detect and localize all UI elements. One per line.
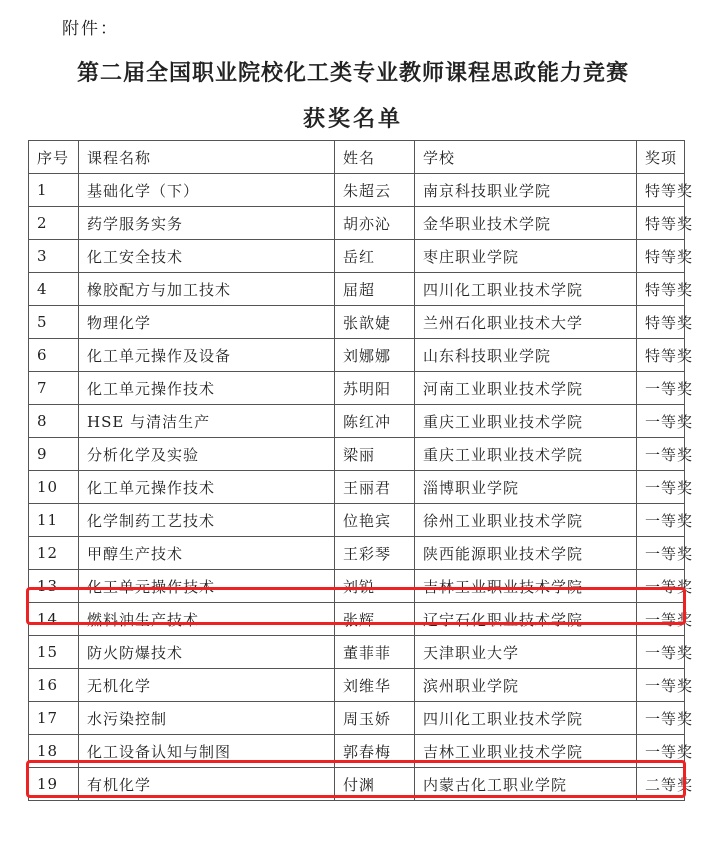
cell-number: 9 xyxy=(29,438,79,471)
cell-award: 特等奖 xyxy=(637,207,685,240)
cell-course-name: 化工单元操作技术 xyxy=(79,372,335,405)
table-header-row xyxy=(29,141,685,174)
cell-award: 一等奖 xyxy=(637,438,685,471)
awards-table xyxy=(28,140,694,801)
cell-course-name: 物理化学 xyxy=(79,306,335,339)
cell-person-name: 朱超云 xyxy=(335,174,415,207)
table-row xyxy=(29,273,685,306)
table-row xyxy=(29,669,685,702)
cell-school: 陕西能源职业技术学院 xyxy=(415,537,637,570)
cell-course-name: HSE 与清洁生产 xyxy=(79,405,335,438)
cell-course-name: 基础化学（下） xyxy=(79,174,335,207)
cell-award: 一等奖 xyxy=(637,504,685,537)
table-row xyxy=(29,372,685,405)
cell-number: 11 xyxy=(29,504,79,537)
cell-school: 徐州工业职业技术学院 xyxy=(415,504,637,537)
cell-award: 特等奖 xyxy=(637,174,685,207)
cell-award: 特等奖 xyxy=(637,240,685,273)
cell-school: 天津职业大学 xyxy=(415,636,637,669)
cell-person-name: 岳红 xyxy=(335,240,415,273)
cell-course-name: 药学服务实务 xyxy=(79,207,335,240)
cell-school: 内蒙古化工职业学院 xyxy=(415,768,637,801)
cell-school: 滨州职业学院 xyxy=(415,669,637,702)
table-row xyxy=(29,702,685,735)
cell-award: 一等奖 xyxy=(637,636,685,669)
cell-number: 2 xyxy=(29,207,79,240)
cell-school: 四川化工职业技术学院 xyxy=(415,273,637,306)
table-row xyxy=(29,735,685,768)
cell-school: 枣庄职业学院 xyxy=(415,240,637,273)
cell-number: 4 xyxy=(29,273,79,306)
cell-number: 3 xyxy=(29,240,79,273)
cell-course-name: 化工安全技术 xyxy=(79,240,335,273)
cell-course-name: 橡胶配方与加工技术 xyxy=(79,273,335,306)
cell-number: 5 xyxy=(29,306,79,339)
cell-number: 13 xyxy=(29,570,79,603)
cell-person-name: 陈红冲 xyxy=(335,405,415,438)
cell-person-name: 刘娜娜 xyxy=(335,339,415,372)
cell-award: 一等奖 xyxy=(637,372,685,405)
cell-school: 兰州石化职业技术大学 xyxy=(415,306,637,339)
table-row xyxy=(29,504,685,537)
cell-school: 淄博职业学院 xyxy=(415,471,637,504)
table-row xyxy=(29,603,685,636)
cell-school: 金华职业技术学院 xyxy=(415,207,637,240)
document-title-line2: 获奖名单 xyxy=(302,106,403,132)
cell-award: 一等奖 xyxy=(637,603,685,636)
cell-number: 17 xyxy=(29,702,79,735)
table-row xyxy=(29,306,685,339)
cell-person-name: 张辉 xyxy=(335,603,415,636)
cell-school: 重庆工业职业技术学院 xyxy=(415,438,637,471)
cell-number: 16 xyxy=(29,669,79,702)
cell-course-name: 化学制药工艺技术 xyxy=(79,504,335,537)
cell-award: 特等奖 xyxy=(637,273,685,306)
table-row xyxy=(29,207,685,240)
table-row xyxy=(29,438,685,471)
cell-award: 二等奖 xyxy=(637,768,685,801)
table-row xyxy=(29,339,685,372)
table-row xyxy=(29,636,685,669)
table-row xyxy=(29,471,685,504)
cell-person-name: 张歆婕 xyxy=(335,306,415,339)
cell-number: 7 xyxy=(29,372,79,405)
document-title-line1: 第二届全国职业院校化工类专业教师课程思政能力竞赛 xyxy=(76,60,629,86)
cell-school: 山东科技职业学院 xyxy=(415,339,637,372)
header-course-name: 课程名称 xyxy=(79,141,335,174)
table-row xyxy=(29,405,685,438)
cell-award: 一等奖 xyxy=(637,570,685,603)
cell-person-name: 郭春梅 xyxy=(335,735,415,768)
header-number: 序号 xyxy=(29,141,79,174)
cell-school: 吉林工业职业技术学院 xyxy=(415,735,637,768)
cell-school: 南京科技职业学院 xyxy=(415,174,637,207)
cell-number: 12 xyxy=(29,537,79,570)
cell-person-name: 刘维华 xyxy=(335,669,415,702)
cell-school: 重庆工业职业技术学院 xyxy=(415,405,637,438)
table-row xyxy=(29,174,685,207)
cell-number: 19 xyxy=(29,768,79,801)
cell-course-name: 有机化学 xyxy=(79,768,335,801)
cell-course-name: 化工单元操作技术 xyxy=(79,570,335,603)
cell-course-name: 分析化学及实验 xyxy=(79,438,335,471)
cell-number: 14 xyxy=(29,603,79,636)
cell-person-name: 王彩琴 xyxy=(335,537,415,570)
cell-course-name: 化工设备认知与制图 xyxy=(79,735,335,768)
cell-course-name: 水污染控制 xyxy=(79,702,335,735)
cell-person-name: 刘锐 xyxy=(335,570,415,603)
table-row xyxy=(29,570,685,603)
cell-number: 10 xyxy=(29,471,79,504)
cell-number: 8 xyxy=(29,405,79,438)
cell-person-name: 王丽君 xyxy=(335,471,415,504)
cell-person-name: 周玉娇 xyxy=(335,702,415,735)
cell-school: 河南工业职业技术学院 xyxy=(415,372,637,405)
cell-number: 1 xyxy=(29,174,79,207)
cell-course-name: 化工单元操作技术 xyxy=(79,471,335,504)
cell-number: 15 xyxy=(29,636,79,669)
table-row xyxy=(29,537,685,570)
cell-award: 一等奖 xyxy=(637,669,685,702)
cell-award: 一等奖 xyxy=(637,702,685,735)
cell-award: 特等奖 xyxy=(637,339,685,372)
cell-award: 一等奖 xyxy=(637,405,685,438)
table-row xyxy=(29,768,685,801)
cell-person-name: 胡亦沁 xyxy=(335,207,415,240)
header-person-name: 姓名 xyxy=(335,141,415,174)
cell-course-name: 燃料油生产技术 xyxy=(79,603,335,636)
cell-course-name: 甲醇生产技术 xyxy=(79,537,335,570)
cell-course-name: 无机化学 xyxy=(79,669,335,702)
cell-school: 辽宁石化职业技术学院 xyxy=(415,603,637,636)
cell-award: 一等奖 xyxy=(637,471,685,504)
cell-person-name: 位艳宾 xyxy=(335,504,415,537)
attachment-label: 附件： xyxy=(62,19,119,39)
cell-school: 吉林工业职业技术学院 xyxy=(415,570,637,603)
cell-course-name: 防火防爆技术 xyxy=(79,636,335,669)
cell-school: 四川化工职业技术学院 xyxy=(415,702,637,735)
cell-course-name: 化工单元操作及设备 xyxy=(79,339,335,372)
cell-award: 一等奖 xyxy=(637,537,685,570)
cell-person-name: 董菲菲 xyxy=(335,636,415,669)
table-row xyxy=(29,240,685,273)
header-award: 奖项 xyxy=(637,141,685,174)
cell-person-name: 屈超 xyxy=(335,273,415,306)
cell-number: 6 xyxy=(29,339,79,372)
header-school: 学校 xyxy=(415,141,637,174)
cell-number: 18 xyxy=(29,735,79,768)
cell-award: 特等奖 xyxy=(637,306,685,339)
cell-person-name: 苏明阳 xyxy=(335,372,415,405)
cell-person-name: 梁丽 xyxy=(335,438,415,471)
cell-award: 一等奖 xyxy=(637,735,685,768)
cell-person-name: 付渊 xyxy=(335,768,415,801)
